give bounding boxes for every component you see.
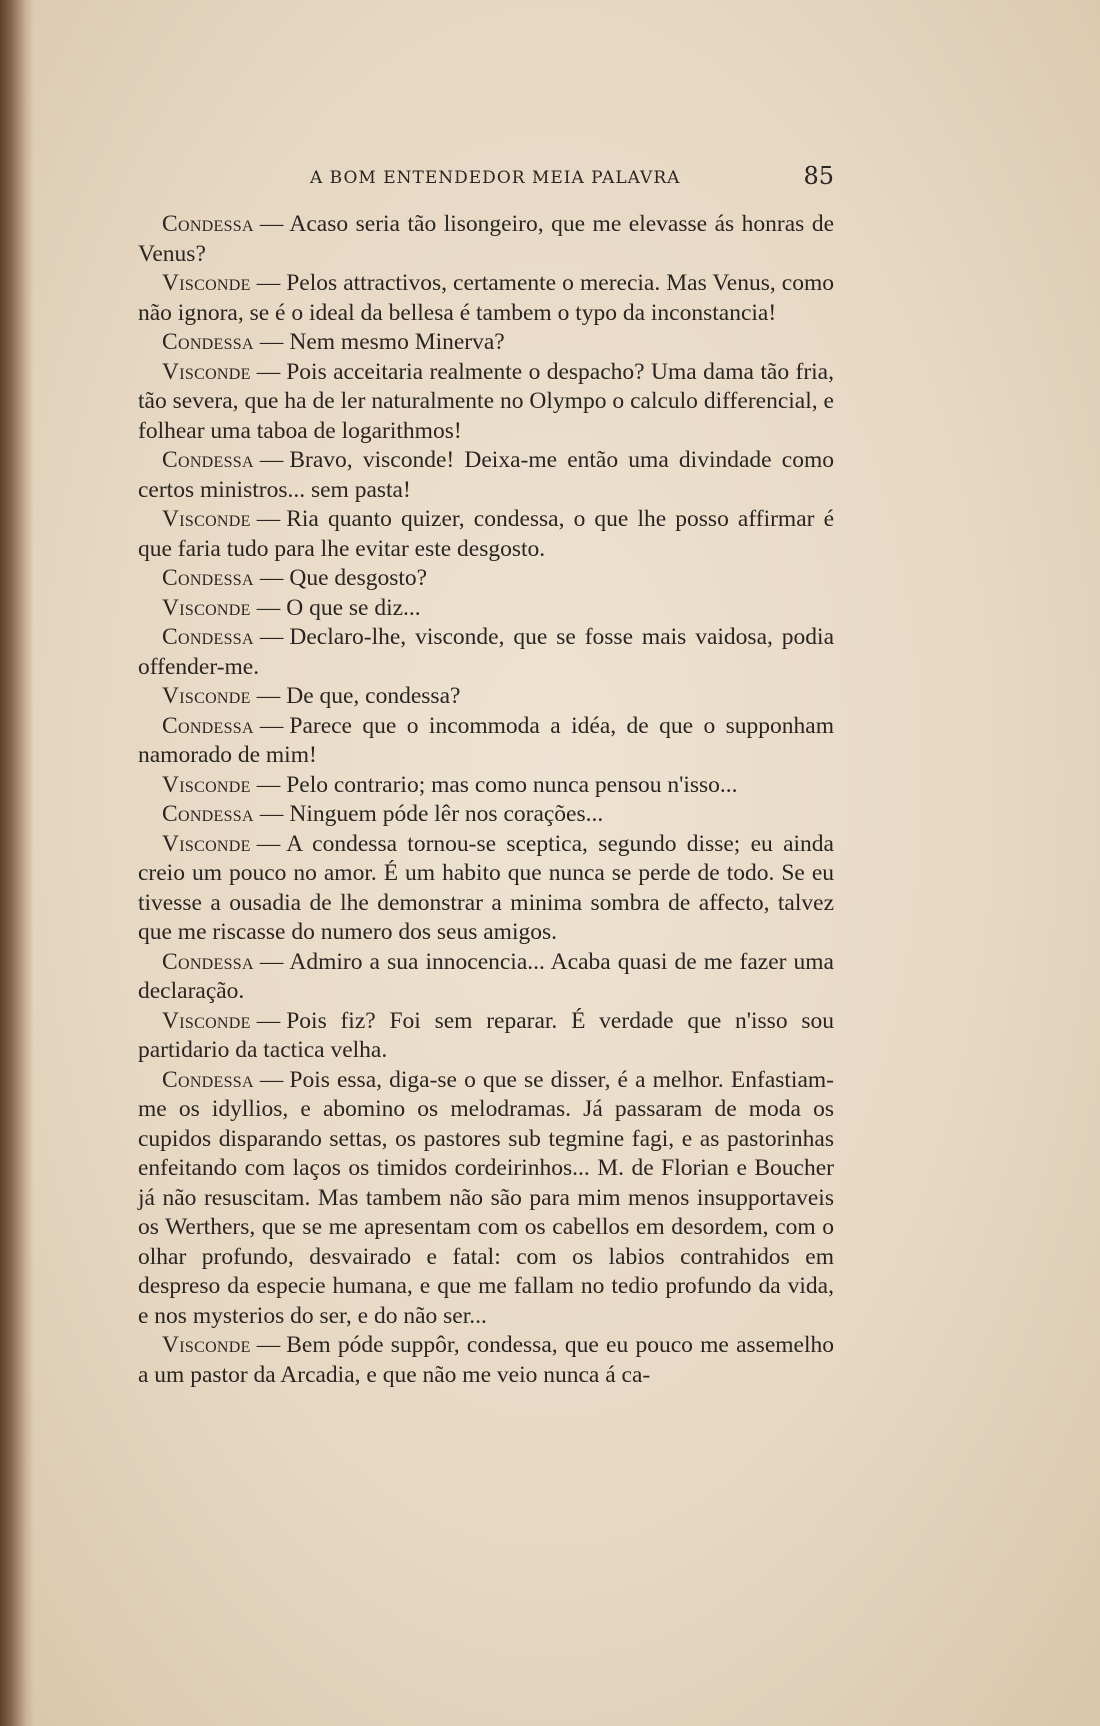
running-title: A BOM ENTENDEDOR MEIA PALAVRA xyxy=(310,168,681,188)
speaker-name: Condessa xyxy=(162,712,254,739)
em-dash: — xyxy=(256,771,281,798)
em-dash: — xyxy=(259,329,284,355)
speaker-name: Visconde xyxy=(162,594,251,621)
speech-text: De que, condessa? xyxy=(286,683,461,709)
em-dash: — xyxy=(256,683,281,709)
speaker-name: Condessa xyxy=(162,624,254,650)
dialogue-line xyxy=(138,358,834,447)
page-header xyxy=(138,162,834,196)
dialogue-line xyxy=(138,446,834,505)
speech-text: Pois acceitaria realmente o despacho? Uma dama tão fria, tão severa, que ha de ler naturalmente no Olympo o calculo differencial, e folhear uma taboa de logarithmos! xyxy=(138,358,834,444)
em-dash: — xyxy=(259,624,284,650)
dialogue-line xyxy=(138,948,834,1007)
dialogue-body xyxy=(138,210,834,1390)
dialogue-line xyxy=(138,594,834,624)
page-number: 85 xyxy=(803,162,834,190)
dialogue-line xyxy=(138,1007,834,1066)
speaker-name: Condessa xyxy=(162,329,254,355)
em-dash: — xyxy=(256,1007,281,1034)
dialogue-line xyxy=(138,564,834,594)
dialogue-line xyxy=(138,1066,834,1332)
em-dash: — xyxy=(259,948,284,975)
speech-text: Acaso seria tão lisongeiro, que me elevasse ás honras de Venus? xyxy=(138,211,834,267)
speech-text: Admiro a sua innocencia... Acaba quasi de me fazer uma declaração. xyxy=(138,948,834,1004)
speaker-name: Visconde xyxy=(162,830,251,857)
em-dash: — xyxy=(256,270,281,296)
em-dash: — xyxy=(256,830,281,857)
speaker-name: Condessa xyxy=(162,211,254,237)
speaker-name: Visconde xyxy=(162,1332,251,1358)
speaker-name: Condessa xyxy=(162,948,254,975)
dialogue-line xyxy=(138,771,834,801)
speech-text: A condessa tornou-se sceptica, segundo disse; eu ainda creio um pouco no amor. É um habito que nunca se perde de todo. Se eu tivesse a ousadia de lhe demonstrar a minima sombra de affecto, talvez que me riscasse do numero dos seus amigos. xyxy=(138,830,834,945)
speaker-name: Visconde xyxy=(162,771,251,798)
em-dash: — xyxy=(259,211,284,237)
speaker-name: Condessa xyxy=(162,1066,254,1093)
em-dash: — xyxy=(256,594,281,621)
speaker-name: Condessa xyxy=(162,447,254,473)
dialogue-line xyxy=(138,712,834,771)
speech-text: Ninguem póde lêr nos corações... xyxy=(289,801,604,827)
dialogue-line xyxy=(138,505,834,564)
em-dash: — xyxy=(256,1332,281,1358)
speech-text: Pelos attractivos, certamente o merecia. Mas Venus, como não ignora, se é o ideal da bellesa é tambem o typo da inconstancia! xyxy=(138,270,834,326)
dialogue-line xyxy=(138,830,834,948)
page-gutter-shadow xyxy=(0,0,34,1726)
speech-text: Bravo, visconde! Deixa-me então uma divindade como certos ministros... sem pasta! xyxy=(138,447,834,503)
speaker-name: Visconde xyxy=(162,506,251,532)
em-dash: — xyxy=(259,565,284,591)
speech-text: Que desgosto? xyxy=(289,565,428,591)
dialogue-line xyxy=(138,682,834,712)
em-dash: — xyxy=(259,801,284,827)
speaker-name: Visconde xyxy=(162,1007,251,1034)
em-dash: — xyxy=(256,506,281,532)
dialogue-line xyxy=(138,328,834,358)
speaker-name: Visconde xyxy=(162,358,251,385)
dialogue-line xyxy=(138,269,834,328)
speech-text: Pois essa, diga-se o que se disser, é a melhor. Enfastiam-me os idyllios, e abomino os melodramas. Já passaram de moda os cupidos disparando settas, os pastores sub tegmine fagi, e as pastorinhas enfeitando com laços os timidos cordeirinhos... M. de Florian e Boucher já não resuscitam. Mas tambem não são para mim menos insupportaveis os Werthers, que se me apresentam com os cabellos em desordem, com o olhar profundo, desvairado e fatal: com os labios contrahidos em despreso da especie humana, e que me fallam no tedio profundo da vida, e nos mysterios do ser, e do não ser... xyxy=(138,1066,834,1329)
dialogue-line xyxy=(138,1331,834,1390)
speech-text: O que se diz... xyxy=(286,594,421,621)
dialogue-line xyxy=(138,210,834,269)
speech-text: Pois fiz? Foi sem reparar. É verdade que n'isso sou partidario da tactica velha. xyxy=(138,1007,834,1063)
speech-text: Pelo contrario; mas como nunca pensou n'isso... xyxy=(286,771,738,798)
em-dash: — xyxy=(256,358,281,385)
speech-text: Bem póde suppôr, condessa, que eu pouco me assemelho a um pastor da Arcadia, e que não me veio nunca á ca- xyxy=(138,1332,834,1388)
dialogue-line xyxy=(138,800,834,830)
speaker-name: Condessa xyxy=(162,565,254,591)
speech-text: Nem mesmo Minerva? xyxy=(289,329,505,355)
speech-text: Declaro-lhe, visconde, que se fosse mais vaidosa, podia offender-me. xyxy=(138,624,834,680)
em-dash: — xyxy=(259,1066,284,1093)
speaker-name: Visconde xyxy=(162,683,251,709)
em-dash: — xyxy=(259,447,284,473)
dialogue-line xyxy=(138,623,834,682)
speaker-name: Condessa xyxy=(162,801,254,827)
em-dash: — xyxy=(259,712,284,739)
speech-text: Ria quanto quizer, condessa, o que lhe posso affirmar é que faria tudo para lhe evitar este desgosto. xyxy=(138,506,834,562)
speaker-name: Visconde xyxy=(162,270,251,296)
speech-text: Parece que o incommoda a idéa, de que o supponham namorado de mim! xyxy=(138,712,834,768)
